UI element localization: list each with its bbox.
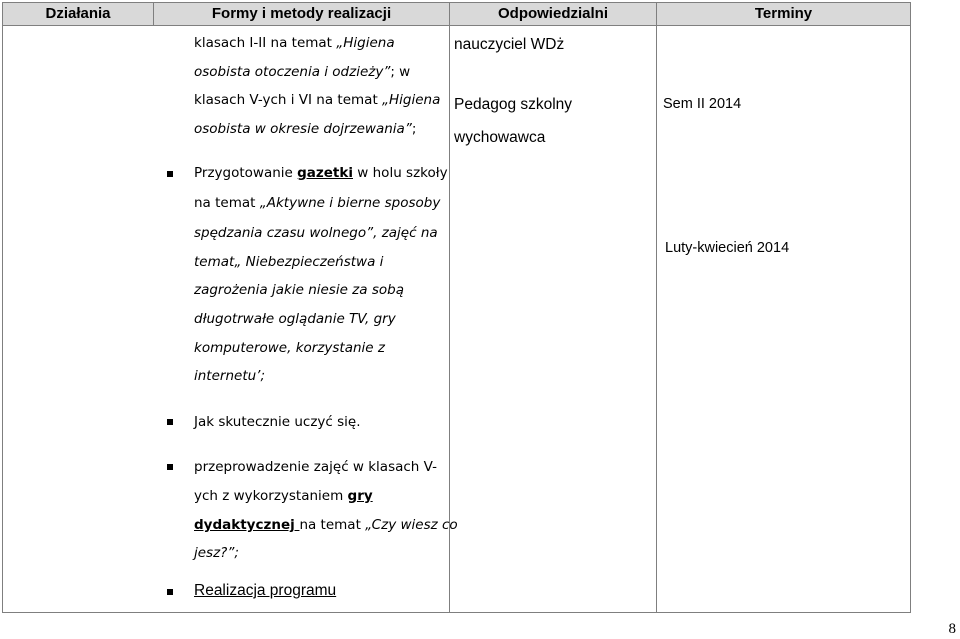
grid-line — [910, 2, 911, 613]
grid-line — [2, 612, 911, 613]
bullet1-line: internetu’; — [194, 368, 266, 384]
bullet1-line: długotrwałe oglądanie TV, gry — [194, 311, 396, 327]
header-responsible: Odpowiedzialni — [497, 5, 608, 22]
row1-forms-line: osobista otoczenia i odzieży”; w — [194, 64, 411, 80]
bullet3-line: dydaktycznej na temat „Czy wiesz co — [194, 517, 458, 533]
row1-forms-line: klasach I-II na temat „Higiena — [194, 35, 395, 51]
header-actions: Działania — [45, 5, 111, 22]
bullet3-line: przeprowadzenie zajęć w klasach V- — [194, 459, 437, 475]
bullet3-line: jesz?”; — [194, 545, 239, 561]
header-cell-actions — [2, 2, 154, 26]
bullet1-line: komputerowe, korzystanie z — [194, 340, 385, 356]
header-terms: Terminy — [754, 5, 813, 22]
header-forms: Formy i metody realizacji — [211, 5, 392, 22]
responsible-teacher: nauczyciel WDż — [454, 36, 565, 53]
term-row1: Sem II 2014 — [663, 96, 742, 112]
bullet-icon — [167, 464, 173, 470]
bullet2-line: Jak skutecznie uczyć się. — [194, 414, 361, 430]
bullet1-line: na temat „Aktywne i bierne sposoby — [194, 195, 441, 211]
term-row2: Luty-kwiecień 2014 — [665, 240, 790, 256]
page-number: 8 — [948, 621, 956, 637]
bullet-icon — [167, 419, 173, 425]
bullet1-line: temat„ Niebezpieczeństwa i — [194, 254, 384, 270]
bullet-icon — [167, 589, 173, 595]
header-cell-forms — [153, 2, 450, 26]
grid-line — [2, 2, 3, 613]
header-cell-responsible — [449, 2, 657, 26]
responsible-tutor: wychowawca — [454, 129, 546, 146]
grid-line — [656, 2, 657, 613]
bullet1-line: zagrożenia jakie niesie za sobą — [194, 282, 404, 298]
row1-forms-line: klasach V-ych i VI na temat „Higiena — [194, 92, 441, 108]
row1-forms-line: osobista w okresie dojrzewania”; — [194, 121, 417, 137]
bullet-icon — [167, 171, 173, 177]
responsible-pedagogue: Pedagog szkolny — [454, 96, 573, 113]
bullet3-line: ych z wykorzystaniem gry — [194, 488, 373, 504]
header-cell-terms — [656, 2, 911, 26]
bullet1-line: Przygotowanie gazetki w holu szkoły — [194, 165, 448, 181]
bullet4-line: Realizacja programu — [194, 582, 337, 599]
bullet1-line: spędzania czasu wolnego”, zajęć na — [194, 225, 438, 241]
